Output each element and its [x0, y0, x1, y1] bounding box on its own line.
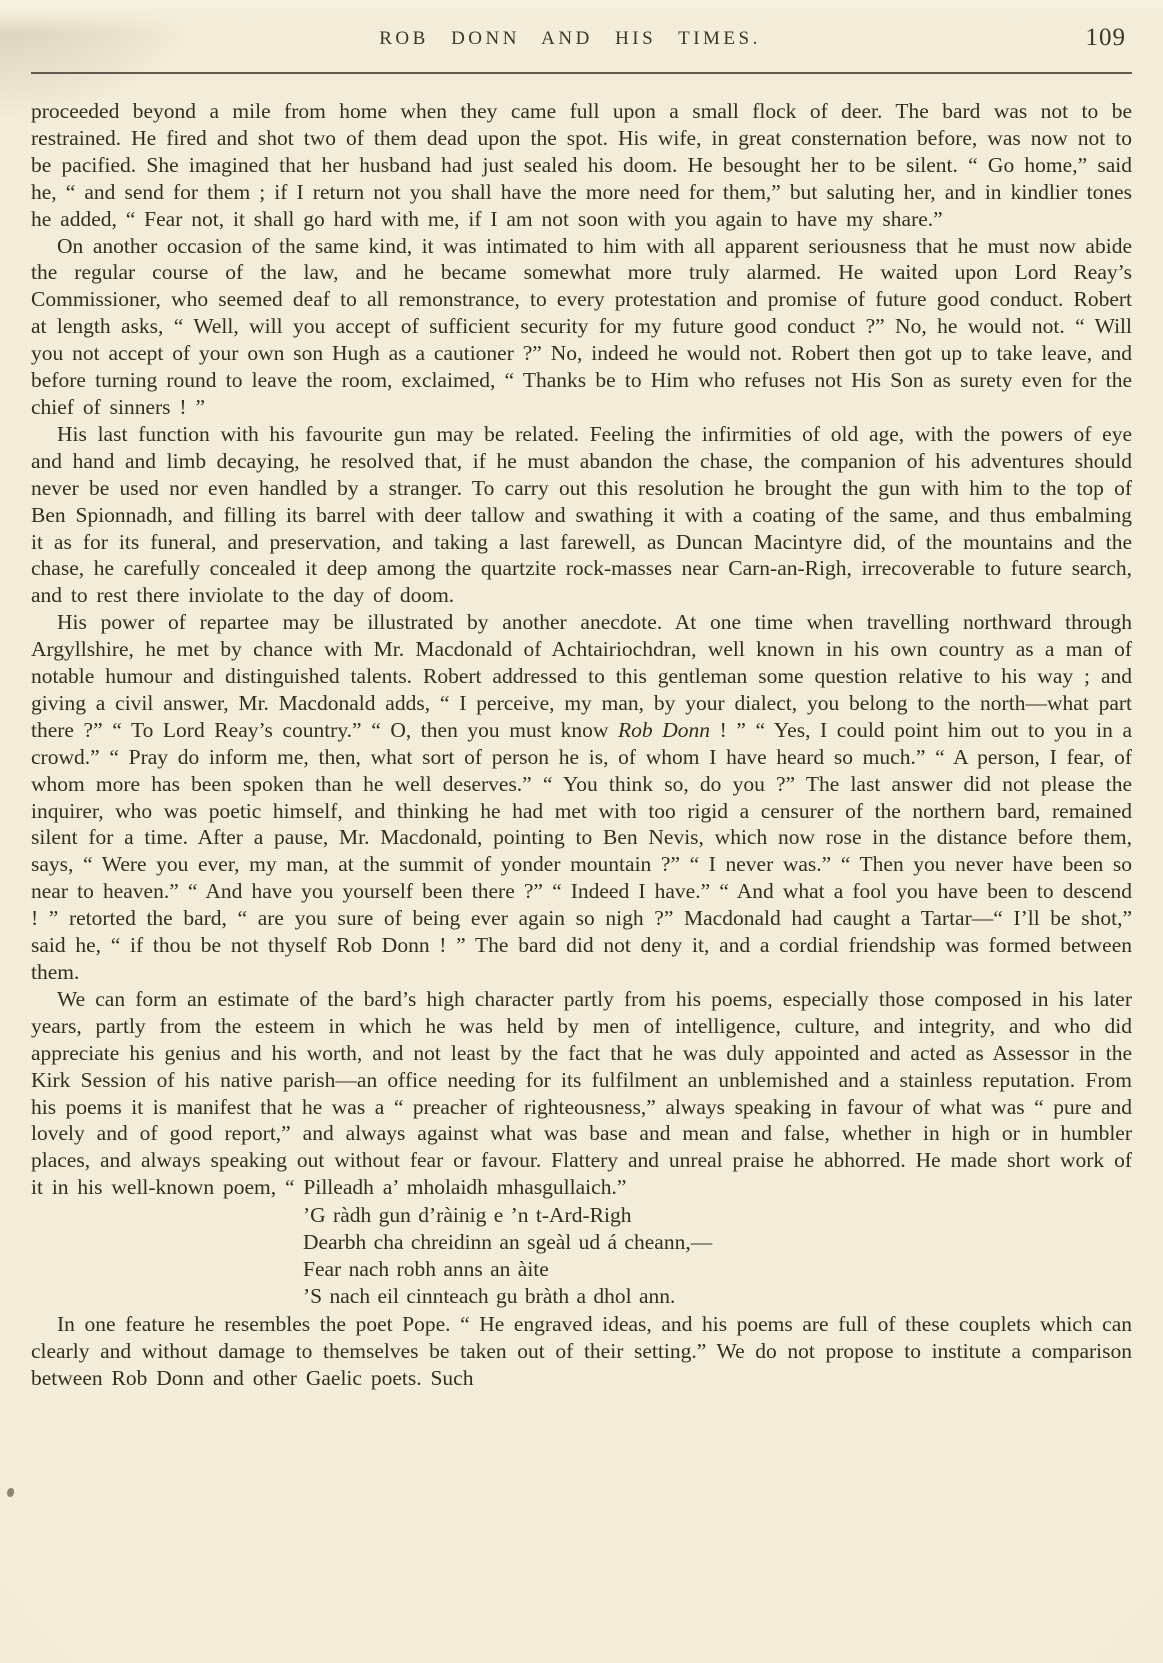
text-run: His power of repartee may be illustrated by another anecdote. At one time when travelling northward through Argyllshire, he met by chance with Mr. Macdonald of Achtairiochdran, well known in his own country as a man of notable humour and distinguished talents. Robert addressed to this gentleman some question relative to his way ; and giving a civil answer, Mr. Macdonald adds, “ I perceive, my man, by your dialect, you belong to the north—what part there ?” “ To Lord Reay’s country.” “ O, then you must know — [31, 610, 1132, 742]
page-header — [31, 26, 1132, 62]
running-title: ROB DONN AND HIS TIMES. — [379, 28, 761, 49]
verse-line: ’G ràdh gun d’ràinig e ’n t-Ard-Righ — [303, 1203, 632, 1228]
ink-spot-mark — [7, 1488, 14, 1497]
italic-text-run: Rob Donn — [618, 717, 710, 742]
page-body — [31, 98, 1132, 1392]
paragraph — [31, 233, 1132, 421]
text-run: proceeded beyond a mile from home when they came full upon a small flock of deer. The bard was not to be restrained. He fired and shot two of them dead upon the spot. His wife, in great consternation before, was now not to be pacified. She imagined that her husband had just sealed his doom. He besought her to be silent. “ Go home,” said he, “ and send for them ; if I return not you shall have the more need for them,” but saluting her, and in kindlier tones he added, “ Fear not, it shall go hard with me, if I am not soon with you again to have my share.” — [31, 99, 1132, 231]
paragraph — [31, 1311, 1132, 1392]
text-run: ! ” “ Yes, I could point him out to you in a crowd.” “ Pray do inform me, then, what sort of person he is, of whom I have heard so much.” “ A person, I fear, of whom more has been spoken than he well deserves.” “ You think so, do you ?” The last answer did not please the inquirer, who was poetic himself, and thinking he had met with too rigid a censurer of the northern bard, remained silent for a time. After a pause, Mr. Macdonald, pointing to Ben Nevis, which now rose in the distance before them, says, “ Were you ever, my man, at the summit of yonder mountain ?” “ I never was.” “ Then you never have been so near to heaven.” “ And have you yourself been there ?” “ Indeed I have.” “ And what a fool you have been to descend ! ” retorted the bard, “ are you sure of being ever again so nigh ?” Macdonald had caught a Tartar—“ I’ll be shot,” said he, “ if thou be not thyself Rob Donn ! ” The bard did not deny it, and a cordial friendship was formed between them. — [31, 717, 1132, 984]
paragraph — [31, 609, 1132, 986]
paragraph — [31, 98, 1132, 233]
verse-line: ’S nach eil cinnteach gu bràth a dhol ann. — [303, 1283, 676, 1308]
paragraph — [31, 986, 1132, 1201]
verse-line: Fear nach robh anns an àite — [303, 1256, 549, 1281]
text-run: We can form an estimate of the bard’s high character partly from his poems, especially those composed in his later years, partly from the esteem in which he was held by men of intelligence, culture, and integrity, and who did appreciate his genius and his worth, and not least by the fact that he was duly appointed and acted as Assessor in the Kirk Session of his native parish—an office needing for its fulfilment an unblemished and a stainless reputation. From his poems it is manifest that he was a “ preacher of righteousness,” always speaking in favour of what was “ pure and lovely and of good report,” and always against what was base and mean and false, whether in high or in humbler places, and always speaking out without fear or favour. Flattery and unreal praise he abhorred. He made short work of it in his well-known poem, “ Pilleadh a’ mholaidh mhasgullaich.” — [31, 986, 1132, 1200]
gaelic-verse — [303, 1202, 1132, 1310]
verse-line: Dearbh cha chreidinn an sgeàl ud á cheann,— — [303, 1230, 713, 1255]
text-run: On another occasion of the same kind, it was intimated to him with all apparent seriousness that he must now abide the regular course of the law, and he became somewhat more truly alarmed. He waited upon Lord Reay’s Commissioner, who seemed deaf to all remonstrance, to every protestation and promise of future good conduct. Robert at length asks, “ Well, will you accept of sufficient security for my future good conduct ?” No, he would not. “ Will you not accept of your own son Hugh as a cautioner ?” No, indeed he would not. Robert then got up to take leave, and before turning round to leave the room, exclaimed, “ Thanks be to Him who refuses not His Son as surety even for the chief of sinners ! ” — [31, 233, 1132, 419]
paragraph — [31, 421, 1132, 609]
page-number: 109 — [1085, 24, 1126, 51]
header-rule — [31, 72, 1132, 74]
text-run: In one feature he resembles the poet Pope. “ He engraved ideas, and his poems are full of these couplets which can clearly and without damage to themselves be taken out of their setting.” We do not propose to institute a comparison between Rob Donn and other Gaelic poets. Such — [31, 1311, 1132, 1390]
text-run: His last function with his favourite gun may be related. Feeling the infirmities of old age, with the powers of eye and hand and limb decaying, he resolved that, if he must abandon the chase, the companion of his adventures should never be used nor even handled by a stranger. To carry out this resolution he brought the gun with him to the top of Ben Spionnadh, and filling its barrel with deer tallow and swathing it with a coating of the same, and thus embalming it as for its funeral, and preservation, and taking a last farewell, as Duncan Macintyre did, of the mountains and the chase, he carefully concealed it deep among the quartzite rock-masses near Carn-an-Righ, irrecoverable to future search, and to rest there inviolate to the day of doom. — [31, 421, 1132, 608]
